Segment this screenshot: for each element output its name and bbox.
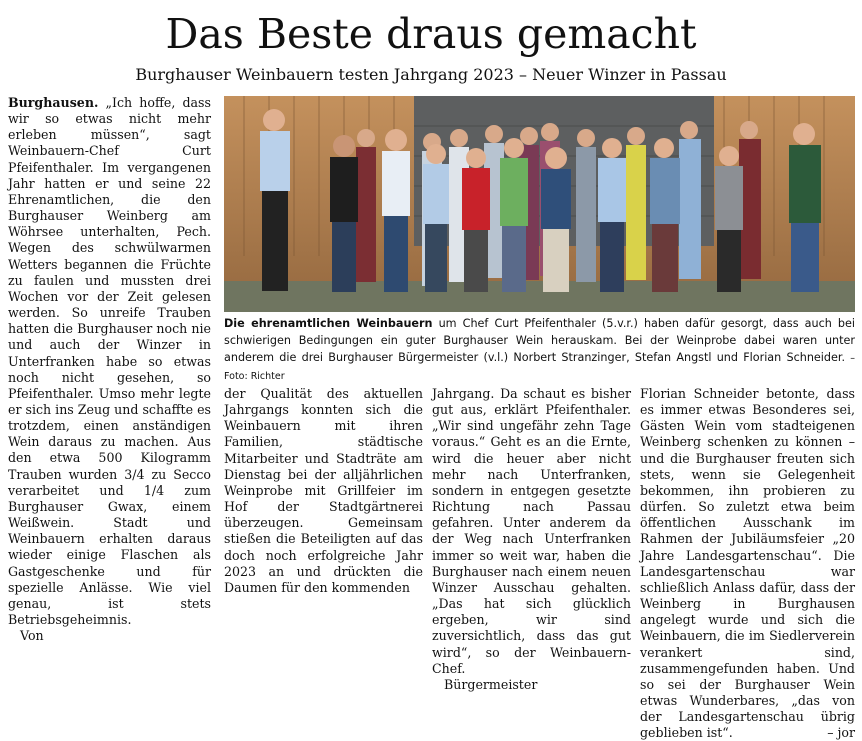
photo-credit: – Foto: Richter	[224, 353, 855, 382]
article-column-4	[640, 386, 855, 741]
group-photo	[224, 96, 855, 312]
photo-caption	[224, 315, 855, 385]
article-column-1	[8, 95, 211, 644]
ground	[224, 281, 855, 312]
paragraph-2-continued-continued: Jahrgang. Da schaut es bisher gut aus, erklärt Pfeifenthaler. „Wir sind ungefähr zehn Tage voraus.“ Geht es an die Ernte, wird die heuer aber nicht mehr nach Unterfranken, sondern in entgegen gesetzte Richtung nach Passau gefahren. Unter anderem da der Weg nach Unterfranken immer so weit war, haben die Burghauser nach einem neuen Winzer Ausschau gehalten. „Das hat sich glücklich ergeben, wir sind zuversichtlich, dass das gut wird“, so der Weinbauern-Chef.	[432, 386, 631, 676]
paragraph-3: Florian Schneider betonte, dass es immer etwas Besonderes sei, Gästen Wein vom stadteigenen Weinberg schenken zu können – und die Burghauser freuten sich stets, wenn sie Gelegenheit bekommen, ihn probieren zu dürfen. So zuletzt etwa beim öffentlichen Ausschank im Rahmen der Jubiläumsfeier „20 Jahre Landesgartenschau“. Die Landesgartenschau war schließlich Anlass dafür, dass der Weinberg in Burghausen angelegt wurde und sich die Weinbauern, die im Siedlerverein verankert sind, zusammengefunden haben. Und so sei der Burghauser Wein etwas Wunderbares, „das von der Landesgartenschau übrig geblieben ist“.	[640, 386, 855, 741]
paragraph-2-continued: der Qualität des aktuellen Jahrgangs konnten sich die Weinbauern mit ihren Familien, städtische Mitarbeiter und Stadträte am Dienstag bei der alljährlichen Weinprobe mit Grillfeier im Hof der Stadtgärtnerei überzeugen. Gemeinsam stießen die Beteiligten auf das doch noch erfolgreiche Jahr 2023 an und drückten die Daumen für den kommenden	[224, 386, 423, 595]
paragraph-1: „Ich hoffe, dass wir so etwas nicht mehr erleben müssen“, sagt Weinbauern-Chef Curt Pfeifenthaler. Im vergangenen Jahr hatten er und seine 22 Ehrenamtlichen, die den Burghauser Weinberg am Wöhrsee unterhalten, Pech. Wegen des schwülwarmen Wetters begannen die Früchte zu faulen und mussten drei Wochen vor der Zeit gelesen werden. So unreife Trauben hatten die Burghauser noch nie und auch der Winzer in Unterfranken habe so etwas noch nicht gesehen, so Pfeifenthaler. Umso mehr legte er sich ins Zeug und schaffte es trotzdem, einen anständigen Wein daraus zu machen. Aus den etwa 500 Kilogramm Trauben wurden 3/4 zu Secco verarbeitet und 1/4 zum Burghauser Gwax, einem Weißwein. Stadt und Weinbauern erhalten daraus wieder einige Flaschen als Gastgeschenke und für spezielle Anlässe. Wie viel genau, ist stets Betriebsgeheimnis.	[8, 95, 211, 627]
paragraph-3-start: Bürgermeister	[444, 676, 538, 692]
author-signature: – jor	[827, 725, 855, 741]
dateline: Burghausen.	[8, 95, 99, 110]
article-column-3	[432, 386, 631, 692]
article-column-2	[224, 386, 423, 610]
caption-lead: Die ehrenamtlichen Weinbauern	[224, 317, 433, 330]
caption-text: um Chef Curt Pfeifenthaler (5.v.r.) haben dafür gesorgt, dass auch bei schwierigen Bedingungen ein guter Burghauser Wein herauskam. Bei der Weinprobe dabei waren unter anderem die drei Burghauser Bürgermeister (v.l.) Norbert Stranzinger, Stefan Angstl und Florian Schneider.	[224, 317, 855, 364]
subheadline: Burghauser Weinbauern testen Jahrgang 2023 – Neuer Winzer in Passau	[135, 65, 727, 84]
group-photo-illustration	[224, 96, 855, 312]
headline: Das Beste draus gemacht	[165, 10, 697, 58]
paragraph-2: Von	[20, 628, 44, 644]
